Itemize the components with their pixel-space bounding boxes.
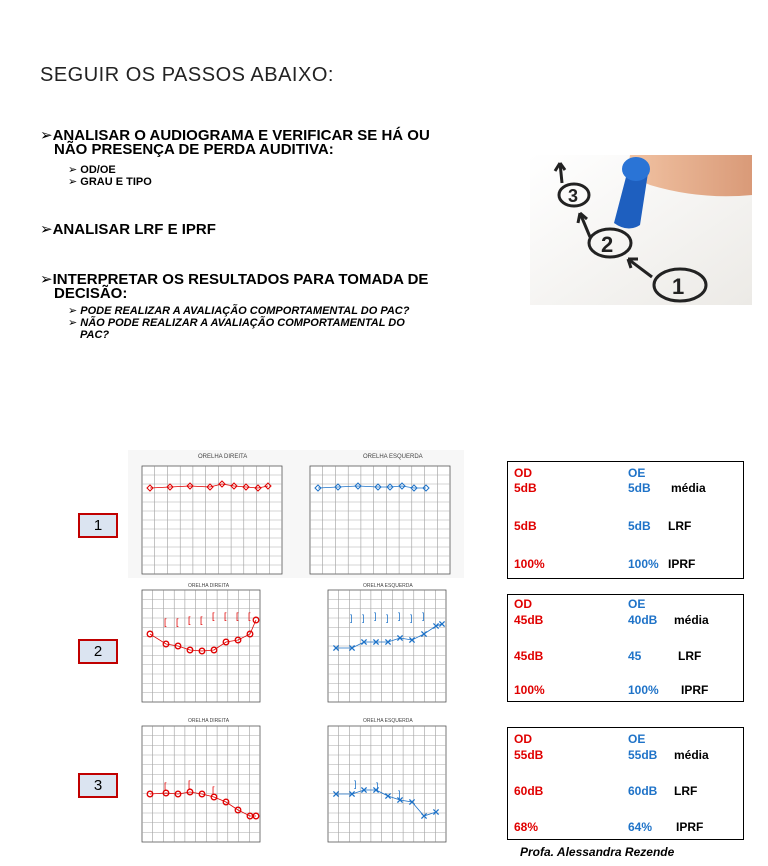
oe-iprf-value: 64% <box>628 820 653 834</box>
bullet-arrow-icon: ➢ <box>68 175 78 188</box>
oe-header: OE <box>628 597 646 611</box>
audiogram-left-title: ORELHA DIREITA <box>198 454 248 460</box>
bone-conduction-marker: ] <box>398 611 401 621</box>
media-label: média <box>671 481 706 495</box>
bone-conduction-marker: [ <box>236 611 239 621</box>
audiogram-grid-right-ear <box>142 726 260 842</box>
audiogram-right-title: ORELHA ESQUERDA <box>363 454 423 460</box>
bone-conduction-marker: ] <box>354 779 357 789</box>
media-label: média <box>674 748 709 762</box>
audiogram-grid-left-ear <box>328 726 446 842</box>
bone-conduction-marker: ] <box>386 613 389 623</box>
step-1 <box>40 128 430 157</box>
bullet-arrow-icon: ➢ <box>40 126 53 144</box>
bone-conduction-marker: [ <box>188 615 191 625</box>
oe-header: OE <box>628 732 646 746</box>
lrf-label: LRF <box>674 784 698 798</box>
step-3-sub-2-line-2: PAC? <box>80 329 110 341</box>
lrf-label: LRF <box>668 519 692 533</box>
bullet-arrow-icon: ➢ <box>40 270 53 288</box>
step-3-subitems <box>68 305 409 341</box>
case-number-box: 1 <box>78 513 118 538</box>
bone-conduction-marker: [ <box>164 617 167 627</box>
case-number-box: 2 <box>78 639 118 664</box>
audiogram-grid-right-ear <box>142 590 260 702</box>
results-box-1 <box>507 461 744 579</box>
step-1-sub-2: GRAU E TIPO <box>80 176 152 188</box>
oe-lrf-value: 5dB <box>628 519 651 533</box>
step-3-line-2: DECISÃO: <box>54 285 128 302</box>
bone-conduction-marker: ] <box>374 611 377 621</box>
photo-number-1: 1 <box>672 274 685 299</box>
oe-media-value: 40dB <box>628 613 658 627</box>
bullet-arrow-icon: ➢ <box>68 163 78 176</box>
audiogram-pair-3 <box>128 716 464 848</box>
audiogram-grid-left-ear <box>328 590 446 702</box>
step-1-line-1: ANALISAR O AUDIOGRAMA E VERIFICAR SE HÁ OU <box>52 127 430 144</box>
bone-conduction-marker: ] <box>422 611 425 621</box>
photo-number-3: 3 <box>568 186 579 206</box>
bone-conduction-marker: [ <box>224 611 227 621</box>
iprf-label: IPRF <box>676 820 704 834</box>
step-3 <box>40 272 428 301</box>
audiogram-left-title: ORELHA DIREITA <box>188 718 230 724</box>
bone-conduction-marker: [ <box>176 617 179 627</box>
bullet-arrow-icon: ➢ <box>68 316 78 329</box>
od-lrf-value: 5dB <box>514 519 537 533</box>
step-1-subitems <box>68 164 152 188</box>
bullet-arrow-icon: ➢ <box>68 304 78 317</box>
oe-media-value: 5dB <box>628 481 651 495</box>
page-title: SEGUIR OS PASSOS ABAIXO: <box>40 64 334 86</box>
oe-lrf-value: 45 <box>628 649 642 663</box>
results-box-2 <box>507 594 744 702</box>
audiogram-grid-right-ear <box>142 466 282 574</box>
oe-header: OE <box>628 466 646 480</box>
bone-conduction-marker: ] <box>410 613 413 623</box>
od-iprf-value: 100% <box>514 683 545 697</box>
bone-conduction-marker: [ <box>200 615 203 625</box>
step-3-line-1: INTERPRETAR OS RESULTADOS PARA TOMADA DE <box>52 271 429 288</box>
bone-conduction-marker: [ <box>164 781 167 791</box>
step-3-sub-2-line-1: NÃO PODE REALIZAR A AVALIAÇÃO COMPORTAMENTAL DO <box>80 317 405 329</box>
media-label: média <box>674 613 709 627</box>
od-media-value: 55dB <box>514 748 544 762</box>
bullet-arrow-icon: ➢ <box>40 220 53 238</box>
bone-conduction-marker: [ <box>212 611 215 621</box>
bone-conduction-marker: ] <box>362 613 365 623</box>
oe-media-value: 55dB <box>628 748 658 762</box>
oe-iprf-value: 100% <box>628 557 659 571</box>
bone-conduction-marker: ] <box>398 789 401 799</box>
audiogram-right-title: ORELHA ESQUERDA <box>363 583 413 589</box>
step-2-text: ANALISAR LRF E IPRF <box>52 221 216 238</box>
od-iprf-value: 100% <box>514 557 545 571</box>
results-box-3 <box>507 727 744 840</box>
bone-conduction-marker: ] <box>350 613 353 623</box>
lrf-label: LRF <box>678 649 702 663</box>
audiogram-grid-left-ear <box>310 466 450 574</box>
case-number-box: 3 <box>78 773 118 798</box>
oe-lrf-value: 60dB <box>628 784 658 798</box>
audiogram-right-title: ORELHA ESQUERDA <box>363 718 413 724</box>
iprf-label: IPRF <box>681 683 709 697</box>
audiogram-left-title: ORELHA DIREITA <box>188 583 230 589</box>
od-media-value: 45dB <box>514 613 544 627</box>
od-lrf-value: 45dB <box>514 649 544 663</box>
od-media-value: 5dB <box>514 481 537 495</box>
od-iprf-value: 68% <box>514 820 539 834</box>
od-header: OD <box>514 466 532 480</box>
step-3-sub-1: PODE REALIZAR A AVALIAÇÃO COMPORTAMENTAL DO PAC? <box>80 305 410 317</box>
iprf-label: IPRF <box>668 557 696 571</box>
bone-conduction-marker: [ <box>212 785 215 795</box>
oe-iprf-value: 100% <box>628 683 659 697</box>
bone-conduction-marker: [ <box>248 611 251 621</box>
step-2 <box>40 222 216 237</box>
steps-path-illustration <box>530 155 752 305</box>
bone-conduction-marker: ] <box>376 781 379 791</box>
author-credit: Profa. Alessandra Rezende <box>520 845 675 859</box>
step-1-sub-1: OD/OE <box>80 164 116 176</box>
od-header: OD <box>514 732 532 746</box>
audiogram-pair-1 <box>128 450 464 578</box>
od-lrf-value: 60dB <box>514 784 544 798</box>
step-1-line-2: NÃO PRESENÇA DE PERDA AUDITIVA: <box>54 141 334 158</box>
bone-conduction-marker: [ <box>188 779 191 789</box>
od-header: OD <box>514 597 532 611</box>
audiogram-pair-2 <box>128 580 464 708</box>
photo-number-2: 2 <box>601 232 614 257</box>
